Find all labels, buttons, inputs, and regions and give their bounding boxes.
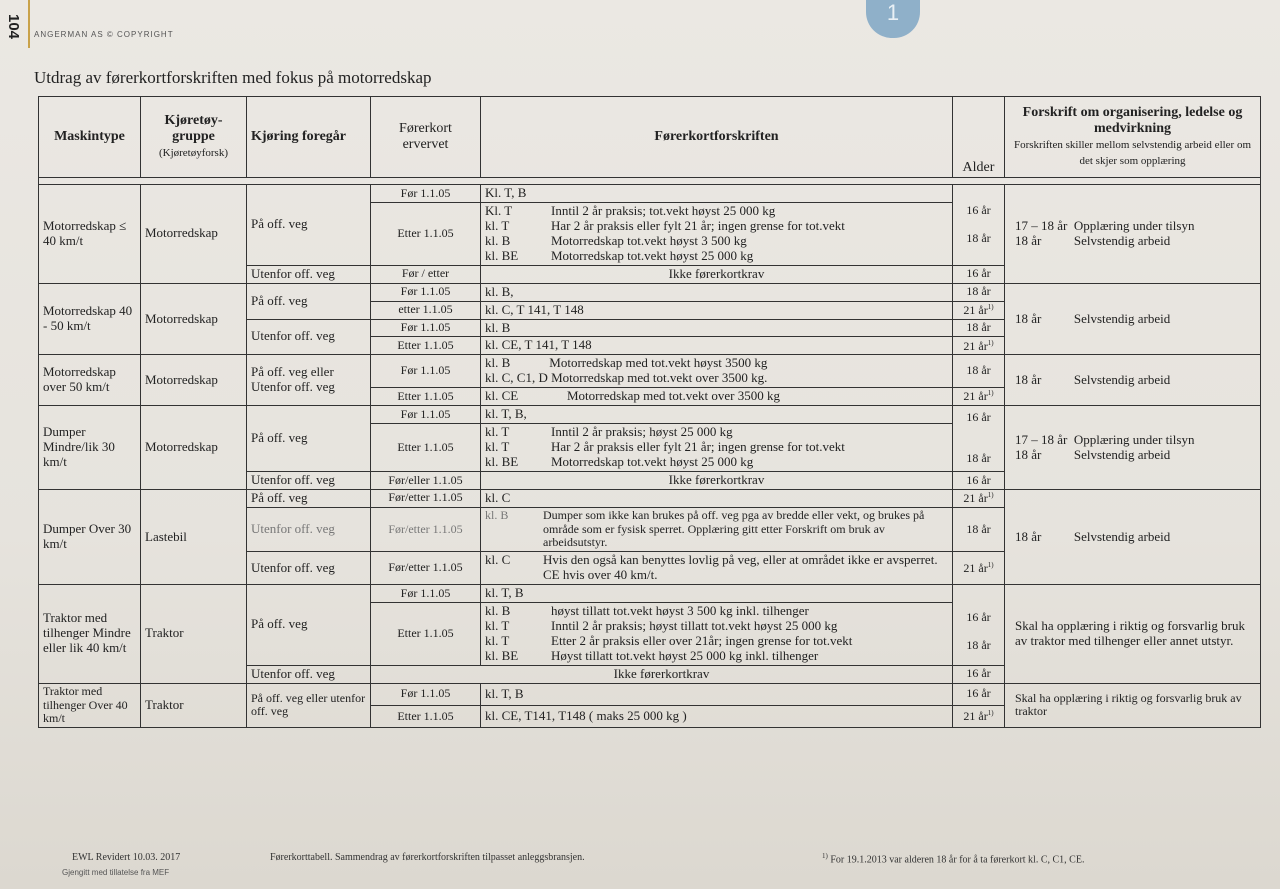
cell-maskintype: Motorredskap 40 - 50 km/t bbox=[39, 283, 141, 355]
license-line bbox=[485, 249, 948, 264]
license-condition: Inntil 2 år praksis; høyst tillatt tot.vekt høyst 25 000 kg bbox=[551, 617, 838, 633]
cell-alder: 16 år 18 år bbox=[953, 406, 1005, 472]
cell-ervervet: Før 1.1.05 bbox=[371, 585, 481, 603]
cell-alder: 18 år bbox=[953, 355, 1005, 388]
cell-kjoring: På off. veg bbox=[247, 185, 371, 266]
cell-organisering: 17 – 18 år Opplæring under tilsyn 18 år Selvstendig arbeid bbox=[1005, 185, 1261, 284]
col-alder: Alder bbox=[953, 97, 1005, 178]
cell-ervervet: Etter 1.1.05 bbox=[371, 424, 481, 472]
cell-ervervet: Før 1.1.05 bbox=[371, 185, 481, 203]
col-organisering: Forskrift om organisering, ledelse og medvirkning Forskriften skiller mellom selvstendig arbeid eller om det skjer som opplæring bbox=[1005, 97, 1261, 178]
col-maskintype: Maskintype bbox=[39, 97, 141, 178]
margin-bar bbox=[28, 0, 30, 48]
table-header bbox=[39, 97, 1261, 178]
cell-alder: 18 år bbox=[953, 283, 1005, 301]
cell-forskrift: kl. CE Motorredskap med tot.vekt over 3500 kg bbox=[481, 388, 953, 406]
cell-ervervet: Etter 1.1.05 bbox=[371, 603, 481, 666]
license-class: kl. T bbox=[485, 424, 510, 440]
license-line bbox=[485, 604, 948, 619]
cell-ervervet: Før / etter bbox=[371, 265, 481, 283]
cell-organisering: Skal ha opplæring i riktig og forsvarlig bruk av traktor med tilhenger eller annet utstyr. bbox=[1005, 585, 1261, 684]
cell-forskrift: kl. B bbox=[481, 319, 953, 337]
cell-forskrift: kl. C, T 141, T 148 bbox=[481, 301, 953, 319]
license-class: kl. BE bbox=[485, 454, 519, 469]
col-forskriften: Førerkortforskriften bbox=[481, 97, 953, 178]
cell-gruppe: Lastebil bbox=[141, 489, 247, 584]
cell-forskrift: Ikke førerkortkrav bbox=[481, 471, 953, 489]
cell-alder: 21 $år^{1)}$ bbox=[953, 705, 1005, 727]
col-gruppe: Kjøretøy-gruppe (Kjøretøyforsk) bbox=[141, 97, 247, 178]
cell-gruppe: Motorredskap bbox=[141, 185, 247, 284]
cell-maskintype: Motorredskap ≤ 40 km/t bbox=[39, 185, 141, 284]
cell-gruppe: Traktor bbox=[141, 683, 247, 727]
cell-alder: 16 år bbox=[953, 683, 1005, 705]
cell-forskrift: kl. B, bbox=[481, 283, 953, 301]
cell-organisering: 18 år Selvstendig arbeid bbox=[1005, 355, 1261, 406]
cell-alder: 21 $år^{1)}$ bbox=[953, 301, 1005, 319]
cell-ervervet: Før 1.1.05 bbox=[371, 283, 481, 301]
license-line bbox=[485, 440, 948, 455]
cell-kjoring: Utenfor off. veg bbox=[247, 665, 371, 683]
cell-ervervet: Før 1.1.05 bbox=[371, 683, 481, 705]
cell-forskrift: kl. C bbox=[481, 489, 953, 507]
cell-alder: 16 år 18 år bbox=[953, 585, 1005, 666]
license-condition: Motorredskap tot.vekt høyst 3 500 kg bbox=[551, 232, 747, 248]
license-class: kl. B bbox=[485, 603, 511, 619]
cell-ervervet: Etter 1.1.05 bbox=[371, 705, 481, 727]
license-class: kl. T bbox=[485, 617, 510, 633]
cell-alder: 16 år 18 år bbox=[953, 185, 1005, 266]
cell-forskrift: kl. CE, T 141, T 148 bbox=[481, 337, 953, 355]
cell-forskrift: kl. T, B bbox=[481, 585, 953, 603]
license-condition: Inntil 2 år praksis; høyst 25 000 kg bbox=[551, 424, 733, 440]
license-condition: Motorredskap tot.vekt høyst 25 000 kg bbox=[551, 247, 754, 263]
cell-maskintype: Traktor med tilhenger Mindre eller lik 40 km/t bbox=[39, 585, 141, 684]
cell-kjoring: Utenfor off. veg bbox=[247, 507, 371, 551]
license-condition: Høyst tillatt tot.vekt høyst 25 000 kg inkl. tilhenger bbox=[551, 647, 819, 663]
cell-ervervet: Etter 1.1.05 bbox=[371, 337, 481, 355]
cell-alder: 21 $år^{1)}$ bbox=[953, 388, 1005, 406]
cell-kjoring: Utenfor off. veg bbox=[247, 552, 371, 585]
cell-kjoring: Utenfor off. veg bbox=[247, 319, 371, 355]
cell-forskrift: kl. T, B, bbox=[481, 406, 953, 424]
cell-organisering: 18 år Selvstendig arbeid bbox=[1005, 489, 1261, 584]
license-condition: Har 2 år praksis eller fylt 21 år; ingen grense for tot.vekt bbox=[551, 217, 845, 233]
cell-maskintype: Motorredskap over 50 km/t bbox=[39, 355, 141, 406]
cell-alder: 18 år bbox=[953, 319, 1005, 337]
license-class: kl. T bbox=[485, 439, 510, 455]
license-class: Kl. T bbox=[485, 202, 513, 218]
cell-maskintype: Dumper Mindre/lik 30 km/t bbox=[39, 406, 141, 490]
cell-maskintype: Dumper Over 30 km/t bbox=[39, 489, 141, 584]
cell-forskrift-lines bbox=[481, 424, 953, 472]
footer-revision: EWL Revidert 10.03. 2017 bbox=[72, 852, 181, 863]
license-line bbox=[485, 619, 948, 634]
cell-ervervet: Før/etter 1.1.05 bbox=[371, 507, 481, 551]
cell-ervervet: Før 1.1.05 bbox=[371, 406, 481, 424]
cell-alder: 18 år bbox=[953, 507, 1005, 551]
license-line bbox=[485, 649, 948, 664]
cell-organisering: 18 år Selvstendig arbeid bbox=[1005, 283, 1261, 355]
cell-forskrift: Ikke førerkortkrav bbox=[481, 265, 953, 283]
col-kjoring: Kjøring foregår bbox=[247, 97, 371, 178]
cell-ervervet: Etter 1.1.05 bbox=[371, 388, 481, 406]
license-class: kl. BE bbox=[485, 647, 519, 663]
license-condition: Har 2 år praksis eller fylt 21 år; ingen grense for tot.vekt bbox=[551, 439, 845, 455]
license-condition: høyst tillatt tot.vekt høyst 3 500 kg inkl. tilhenger bbox=[551, 603, 809, 619]
license-line bbox=[485, 204, 948, 219]
license-line bbox=[485, 634, 948, 649]
page-title: Utdrag av førerkortforskriften med fokus på motorredskap bbox=[34, 68, 432, 87]
cell-forskrift: Kl. T, B bbox=[481, 185, 953, 203]
footer-credit: Gjengitt med tillatelse fra MEF bbox=[62, 868, 170, 877]
footer-caption: Førerkorttabell. Sammendrag av førerkortforskriften tilpasset anleggsbransjen. bbox=[270, 852, 585, 863]
license-condition: Motorredskap tot.vekt høyst 25 000 kg bbox=[551, 454, 754, 469]
cell-alder: 21 $år^{1)}$ bbox=[953, 337, 1005, 355]
cell-forskrift: Ikke førerkortkrav bbox=[371, 665, 953, 683]
footer-footnote: $^{1)}$ For 19.1.2013 var alderen 18 år for å ta førerkort kl. C, C1, CE. bbox=[822, 852, 1085, 866]
cell-forskrift: kl. B Dumper som ikke kan brukes på off. veg pga av bredde eller vekt, og brukes på område som er fysisk sperret. Opplæring gitt etter Forskrift om bruk av arbeidsutstyr. bbox=[481, 507, 953, 551]
cell-ervervet: Før/etter 1.1.05 bbox=[371, 552, 481, 585]
license-line bbox=[485, 219, 948, 234]
cell-kjoring: Utenfor off. veg bbox=[247, 265, 371, 283]
cell-ervervet: etter 1.1.05 bbox=[371, 301, 481, 319]
page-number: 104 bbox=[5, 14, 22, 40]
cell-alder: 16 år bbox=[953, 265, 1005, 283]
cell-forskrift-lines bbox=[481, 603, 953, 666]
cell-alder: 16 år bbox=[953, 471, 1005, 489]
cell-ervervet: Etter 1.1.05 bbox=[371, 202, 481, 265]
cell-ervervet: Før/etter 1.1.05 bbox=[371, 489, 481, 507]
cell-forskrift: kl. C Hvis den også kan benyttes lovlig på veg, eller at området ikke er avsperret. CE hvis over 40 km/t. bbox=[481, 552, 953, 585]
license-class: kl. T bbox=[485, 632, 510, 648]
cell-gruppe: Motorredskap bbox=[141, 355, 247, 406]
cell-forskrift: kl. T, B bbox=[481, 683, 953, 705]
cell-maskintype: Traktor med tilhenger Over 40 km/t bbox=[39, 683, 141, 727]
cell-kjoring: Utenfor off. veg bbox=[247, 471, 371, 489]
cell-kjoring: På off. veg bbox=[247, 406, 371, 472]
col-ervervet: Førerkort ervervet bbox=[371, 97, 481, 178]
license-line bbox=[485, 234, 948, 249]
cell-alder: 21 $år^{1)}$ bbox=[953, 489, 1005, 507]
cell-kjoring: På off. veg bbox=[247, 283, 371, 319]
cell-ervervet: Før 1.1.05 bbox=[371, 355, 481, 388]
cell-alder: 21 $år^{1)}$ bbox=[953, 552, 1005, 585]
cell-alder: 16 år bbox=[953, 665, 1005, 683]
chapter-tab: 1 bbox=[866, 0, 920, 38]
cell-gruppe: Motorredskap bbox=[141, 406, 247, 490]
cell-kjoring: På off. veg eller Utenfor off. veg bbox=[247, 355, 371, 406]
cell-forskrift-lines bbox=[481, 202, 953, 265]
cell-gruppe: Motorredskap bbox=[141, 283, 247, 355]
license-condition: Inntil 2 år praksis; tot.vekt høyst 25 000 kg bbox=[551, 202, 776, 218]
table-row bbox=[39, 185, 1261, 203]
license-class: kl. B bbox=[485, 232, 511, 248]
license-condition: Etter 2 år praksis eller over 21år; ingen grense for tot.vekt bbox=[551, 632, 853, 648]
license-table bbox=[38, 96, 1261, 728]
license-line bbox=[485, 455, 948, 470]
cell-kjoring: På off. veg bbox=[247, 489, 371, 507]
publisher-label: ANGERMAN AS © COPYRIGHT bbox=[34, 30, 174, 39]
license-class: kl. BE bbox=[485, 247, 519, 263]
cell-forskrift: kl. B Motorredskap med tot.vekt høyst 3500 kg kl. C, C1, D Motorredskap med tot.vekt over 3500 kg. bbox=[481, 355, 953, 388]
cell-kjoring: På off. veg eller utenfor off. veg bbox=[247, 683, 371, 727]
cell-organisering: Skal ha opplæring i riktig og forsvarlig bruk av traktor bbox=[1005, 683, 1261, 727]
license-class: kl. T bbox=[485, 217, 510, 233]
cell-kjoring: På off. veg bbox=[247, 585, 371, 666]
cell-ervervet: Før/eller 1.1.05 bbox=[371, 471, 481, 489]
cell-gruppe: Traktor bbox=[141, 585, 247, 684]
cell-organisering: 17 – 18 år Opplæring under tilsyn 18 år Selvstendig arbeid bbox=[1005, 406, 1261, 490]
cell-forskrift: kl. CE, T141, T148 ( maks 25 000 kg ) bbox=[481, 705, 953, 727]
license-line bbox=[485, 425, 948, 440]
cell-ervervet: Før 1.1.05 bbox=[371, 319, 481, 337]
